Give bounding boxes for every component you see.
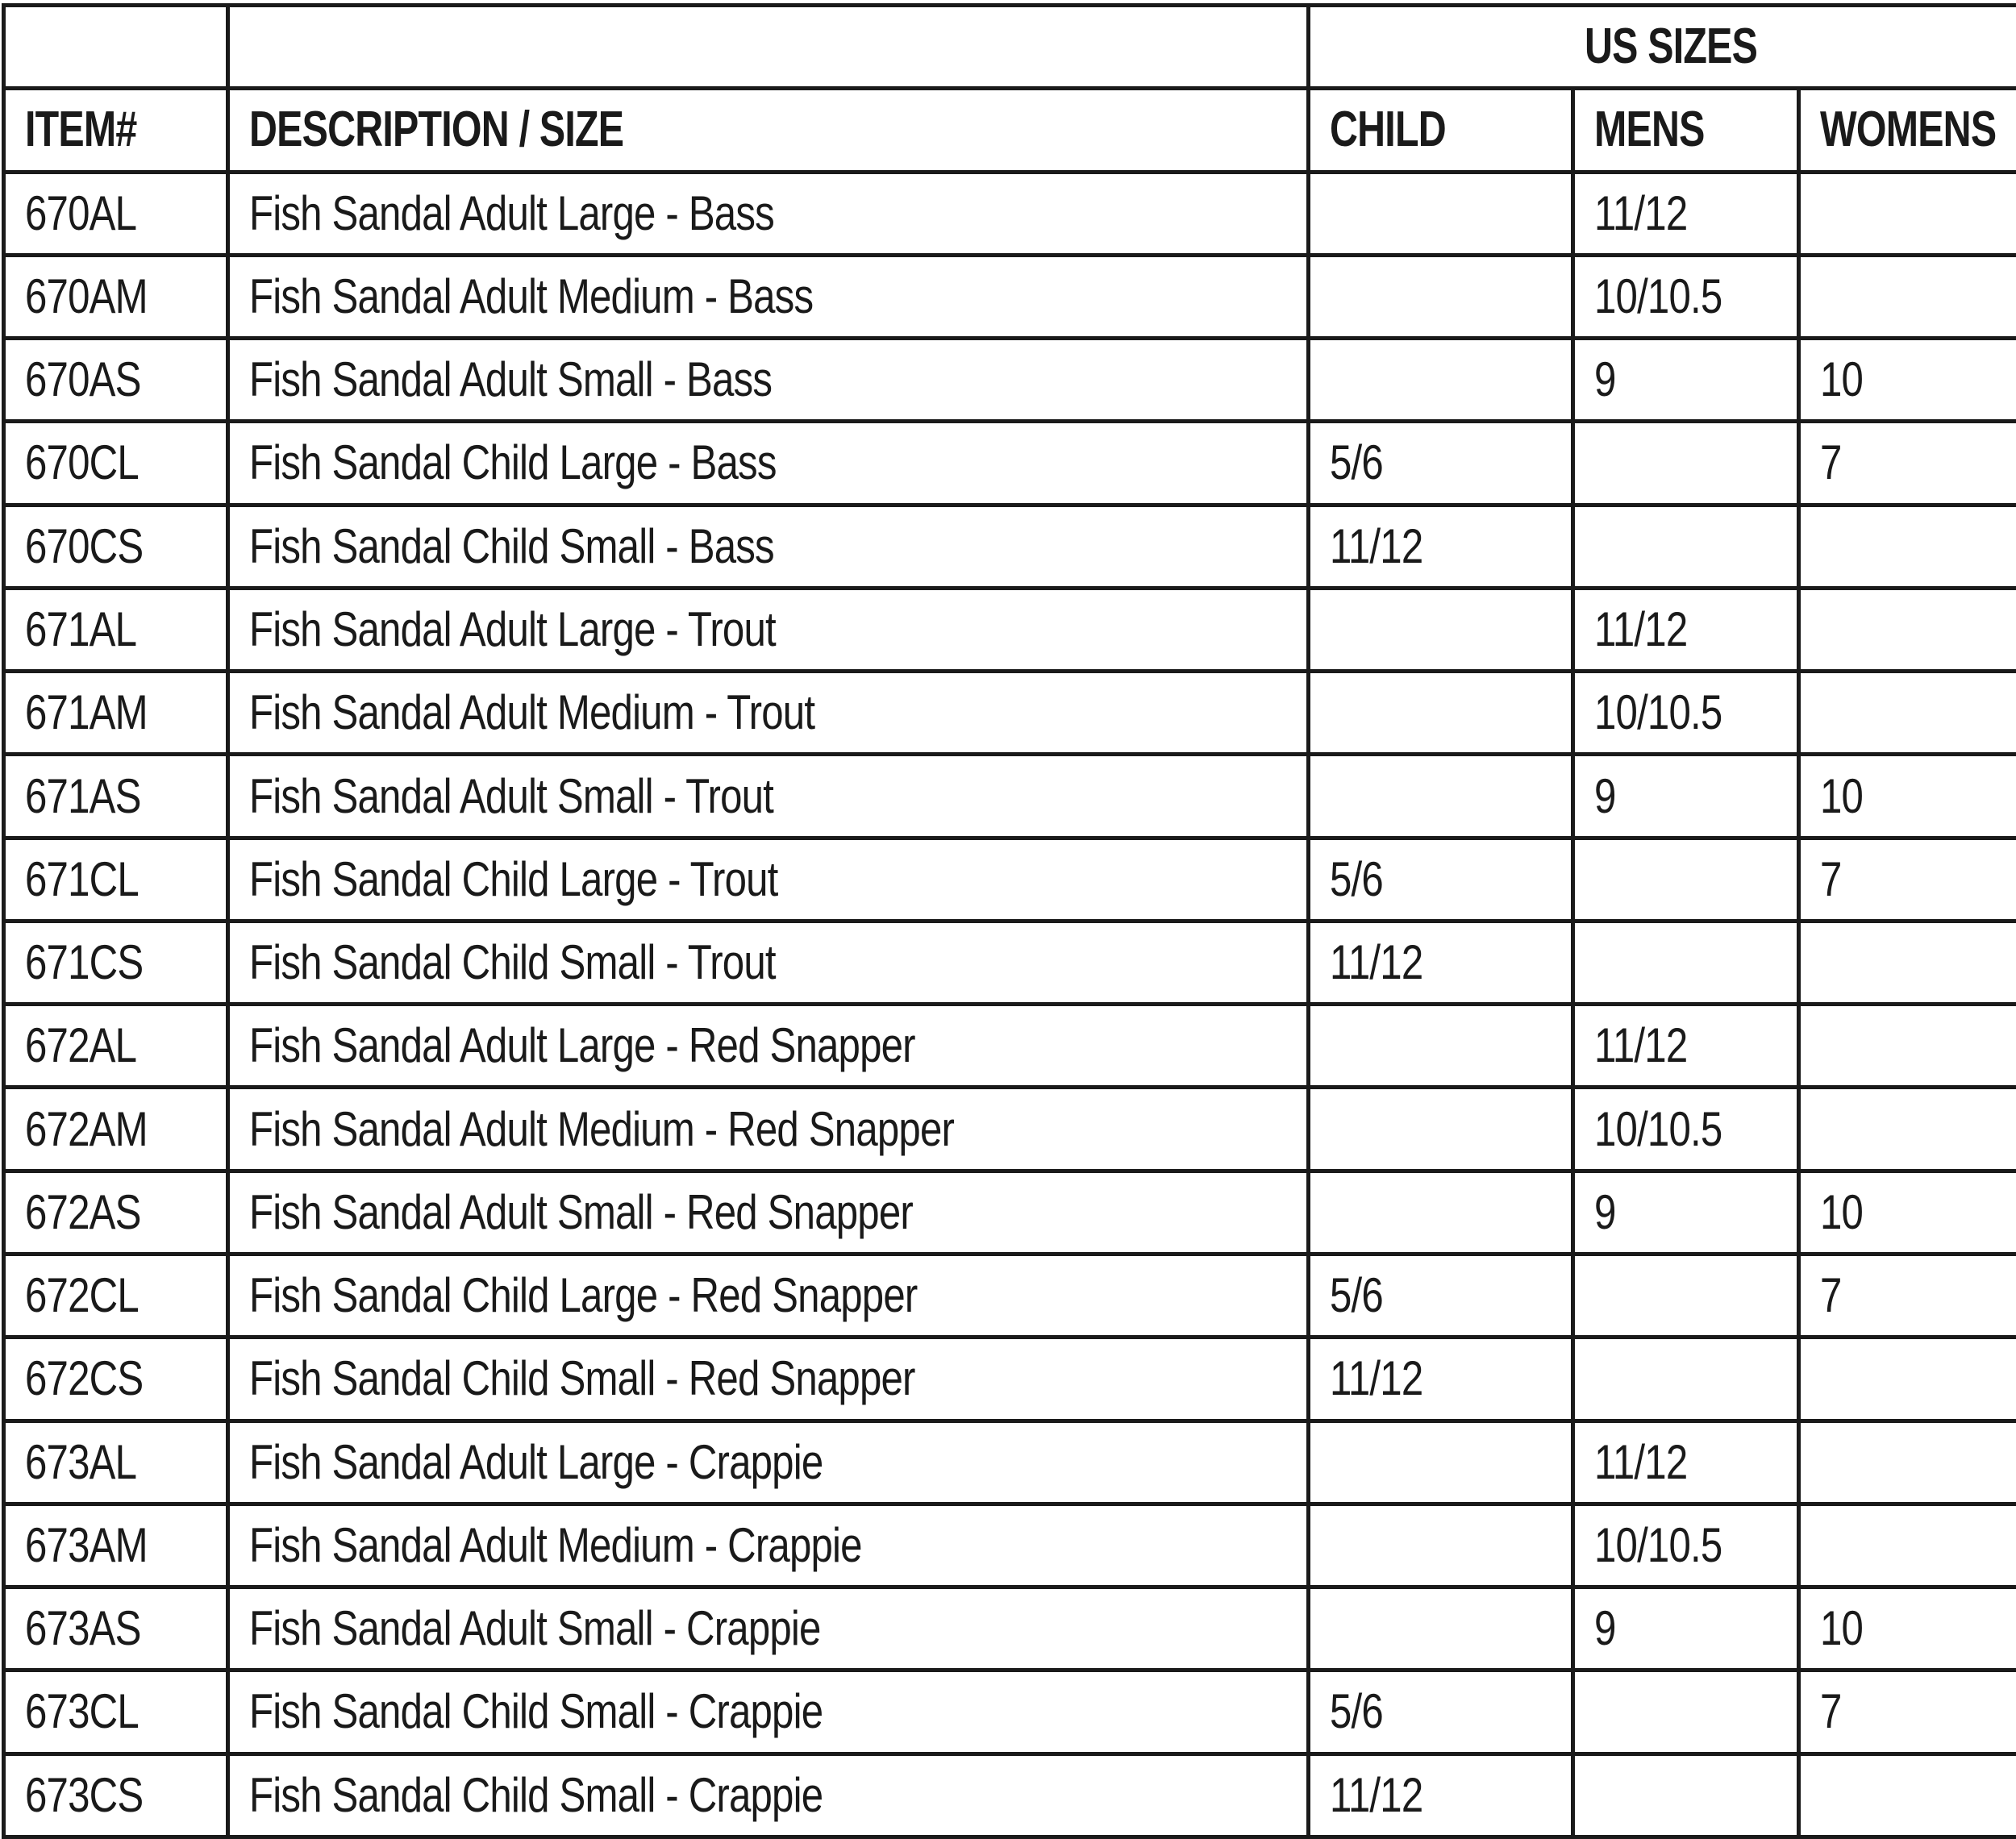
item-number-cell: 671AM [4,672,228,755]
group-header-row [4,6,2016,89]
child-size-cell: 5/6 [1309,1254,1573,1337]
mens-size-cell: 9 [1573,1587,1799,1670]
description-column-header: DESCRIPTION / SIZE [228,89,1309,172]
item-column-header: ITEM# [4,89,228,172]
item-number-cell: 673CL [4,1670,228,1754]
description-cell: Fish Sandal Adult Large - Crappie [228,1421,1309,1504]
description-cell: Fish Sandal Child Small - Red Snapper [228,1338,1309,1421]
group-header-empty-description [228,6,1309,89]
description-cell: Fish Sandal Child Small - Bass [228,505,1309,588]
womens-size-cell: 7 [1799,1670,2016,1754]
child-size-cell [1309,172,1573,255]
mens-size-cell: 9 [1573,339,1799,422]
table-row [4,755,2016,838]
table-row [4,1005,2016,1088]
table-row [4,838,2016,921]
description-cell: Fish Sandal Adult Small - Bass [228,339,1309,422]
table-row [4,339,2016,422]
child-size-cell [1309,672,1573,755]
womens-size-cell: 7 [1799,422,2016,505]
womens-size-cell: 10 [1799,1171,2016,1254]
mens-size-cell: 11/12 [1573,1421,1799,1504]
mens-size-cell [1573,921,1799,1004]
table-row [4,172,2016,255]
mens-size-cell: 10/10.5 [1573,1088,1799,1171]
item-number-cell: 672AS [4,1171,228,1254]
description-cell: Fish Sandal Child Large - Red Snapper [228,1254,1309,1337]
womens-size-cell: 10 [1799,339,2016,422]
womens-size-cell: 10 [1799,755,2016,838]
description-cell: Fish Sandal Adult Large - Bass [228,172,1309,255]
table-row [4,505,2016,588]
table-row [4,1754,2016,1837]
womens-size-cell [1799,1005,2016,1088]
child-size-cell [1309,255,1573,338]
table-row [4,1338,2016,1421]
size-chart-table [2,3,2016,1839]
item-number-cell: 670CS [4,505,228,588]
table-row [4,1421,2016,1504]
item-number-cell: 673AS [4,1587,228,1670]
table-row [4,1587,2016,1670]
womens-size-cell [1799,1504,2016,1587]
mens-size-cell: 11/12 [1573,1005,1799,1088]
mens-size-cell: 11/12 [1573,172,1799,255]
description-cell: Fish Sandal Adult Small - Trout [228,755,1309,838]
description-cell: Fish Sandal Adult Medium - Trout [228,672,1309,755]
womens-size-cell [1799,921,2016,1004]
womens-size-cell [1799,1754,2016,1837]
item-number-cell: 672CL [4,1254,228,1337]
item-number-cell: 673AM [4,1504,228,1587]
description-cell: Fish Sandal Adult Medium - Bass [228,255,1309,338]
description-cell: Fish Sandal Child Large - Trout [228,838,1309,921]
item-number-cell: 671AS [4,755,228,838]
womens-size-cell [1799,172,2016,255]
group-header-empty-item [4,6,228,89]
child-size-cell [1309,755,1573,838]
mens-size-cell [1573,422,1799,505]
child-size-cell: 11/12 [1309,1754,1573,1837]
description-cell: Fish Sandal Child Small - Crappie [228,1670,1309,1754]
description-cell: Fish Sandal Child Small - Trout [228,921,1309,1004]
table-row [4,672,2016,755]
womens-size-cell [1799,505,2016,588]
description-cell: Fish Sandal Adult Small - Red Snapper [228,1171,1309,1254]
item-number-cell: 672AM [4,1088,228,1171]
child-size-cell: 5/6 [1309,1670,1573,1754]
mens-size-cell: 11/12 [1573,588,1799,671]
mens-size-cell: 9 [1573,755,1799,838]
child-size-cell: 5/6 [1309,838,1573,921]
womens-size-cell [1799,1338,2016,1421]
child-size-cell: 11/12 [1309,921,1573,1004]
item-number-cell: 671CL [4,838,228,921]
child-size-cell [1309,1005,1573,1088]
item-number-cell: 670AL [4,172,228,255]
description-cell: Fish Sandal Adult Large - Trout [228,588,1309,671]
item-number-cell: 670AS [4,339,228,422]
description-cell: Fish Sandal Adult Small - Crappie [228,1587,1309,1670]
item-number-cell: 672AL [4,1005,228,1088]
item-number-cell: 671AL [4,588,228,671]
item-number-cell: 673CS [4,1754,228,1837]
column-header-row [4,89,2016,172]
item-number-cell: 670AM [4,255,228,338]
mens-size-cell: 10/10.5 [1573,672,1799,755]
mens-size-cell [1573,1338,1799,1421]
description-cell: Fish Sandal Adult Large - Red Snapper [228,1005,1309,1088]
child-size-cell [1309,1171,1573,1254]
child-size-cell [1309,339,1573,422]
description-cell: Fish Sandal Child Small - Crappie [228,1754,1309,1837]
table-row [4,588,2016,671]
mens-size-cell [1573,838,1799,921]
child-size-cell [1309,1587,1573,1670]
womens-size-cell: 7 [1799,1254,2016,1337]
table-row [4,422,2016,505]
child-size-cell: 5/6 [1309,422,1573,505]
child-column-header: CHILD [1309,89,1573,172]
child-size-cell [1309,1504,1573,1587]
table-row [4,1670,2016,1754]
table-row [4,1254,2016,1337]
item-number-cell: 671CS [4,921,228,1004]
table-row [4,1504,2016,1587]
mens-size-cell: 10/10.5 [1573,1504,1799,1587]
item-number-cell: 672CS [4,1338,228,1421]
table-row [4,1088,2016,1171]
description-cell: Fish Sandal Adult Medium - Crappie [228,1504,1309,1587]
womens-size-cell [1799,1421,2016,1504]
description-cell: Fish Sandal Adult Medium - Red Snapper [228,1088,1309,1171]
womens-size-cell [1799,588,2016,671]
mens-size-cell: 10/10.5 [1573,255,1799,338]
mens-size-cell: 9 [1573,1171,1799,1254]
child-size-cell [1309,588,1573,671]
womens-size-cell: 10 [1799,1587,2016,1670]
child-size-cell: 11/12 [1309,505,1573,588]
womens-size-cell: 7 [1799,838,2016,921]
child-size-cell: 11/12 [1309,1338,1573,1421]
mens-size-cell [1573,1754,1799,1837]
mens-size-cell [1573,1254,1799,1337]
womens-size-cell [1799,255,2016,338]
table-row [4,1171,2016,1254]
table-row [4,255,2016,338]
item-number-cell: 670CL [4,422,228,505]
mens-column-header: MENS [1573,89,1799,172]
womens-size-cell [1799,672,2016,755]
child-size-cell [1309,1088,1573,1171]
item-number-cell: 673AL [4,1421,228,1504]
womens-size-cell [1799,1088,2016,1171]
table-row [4,921,2016,1004]
child-size-cell [1309,1421,1573,1504]
mens-size-cell [1573,1670,1799,1754]
us-sizes-header: US SIZES [1309,6,2016,89]
mens-size-cell [1573,505,1799,588]
description-cell: Fish Sandal Child Large - Bass [228,422,1309,505]
womens-column-header: WOMENS [1799,89,2016,172]
